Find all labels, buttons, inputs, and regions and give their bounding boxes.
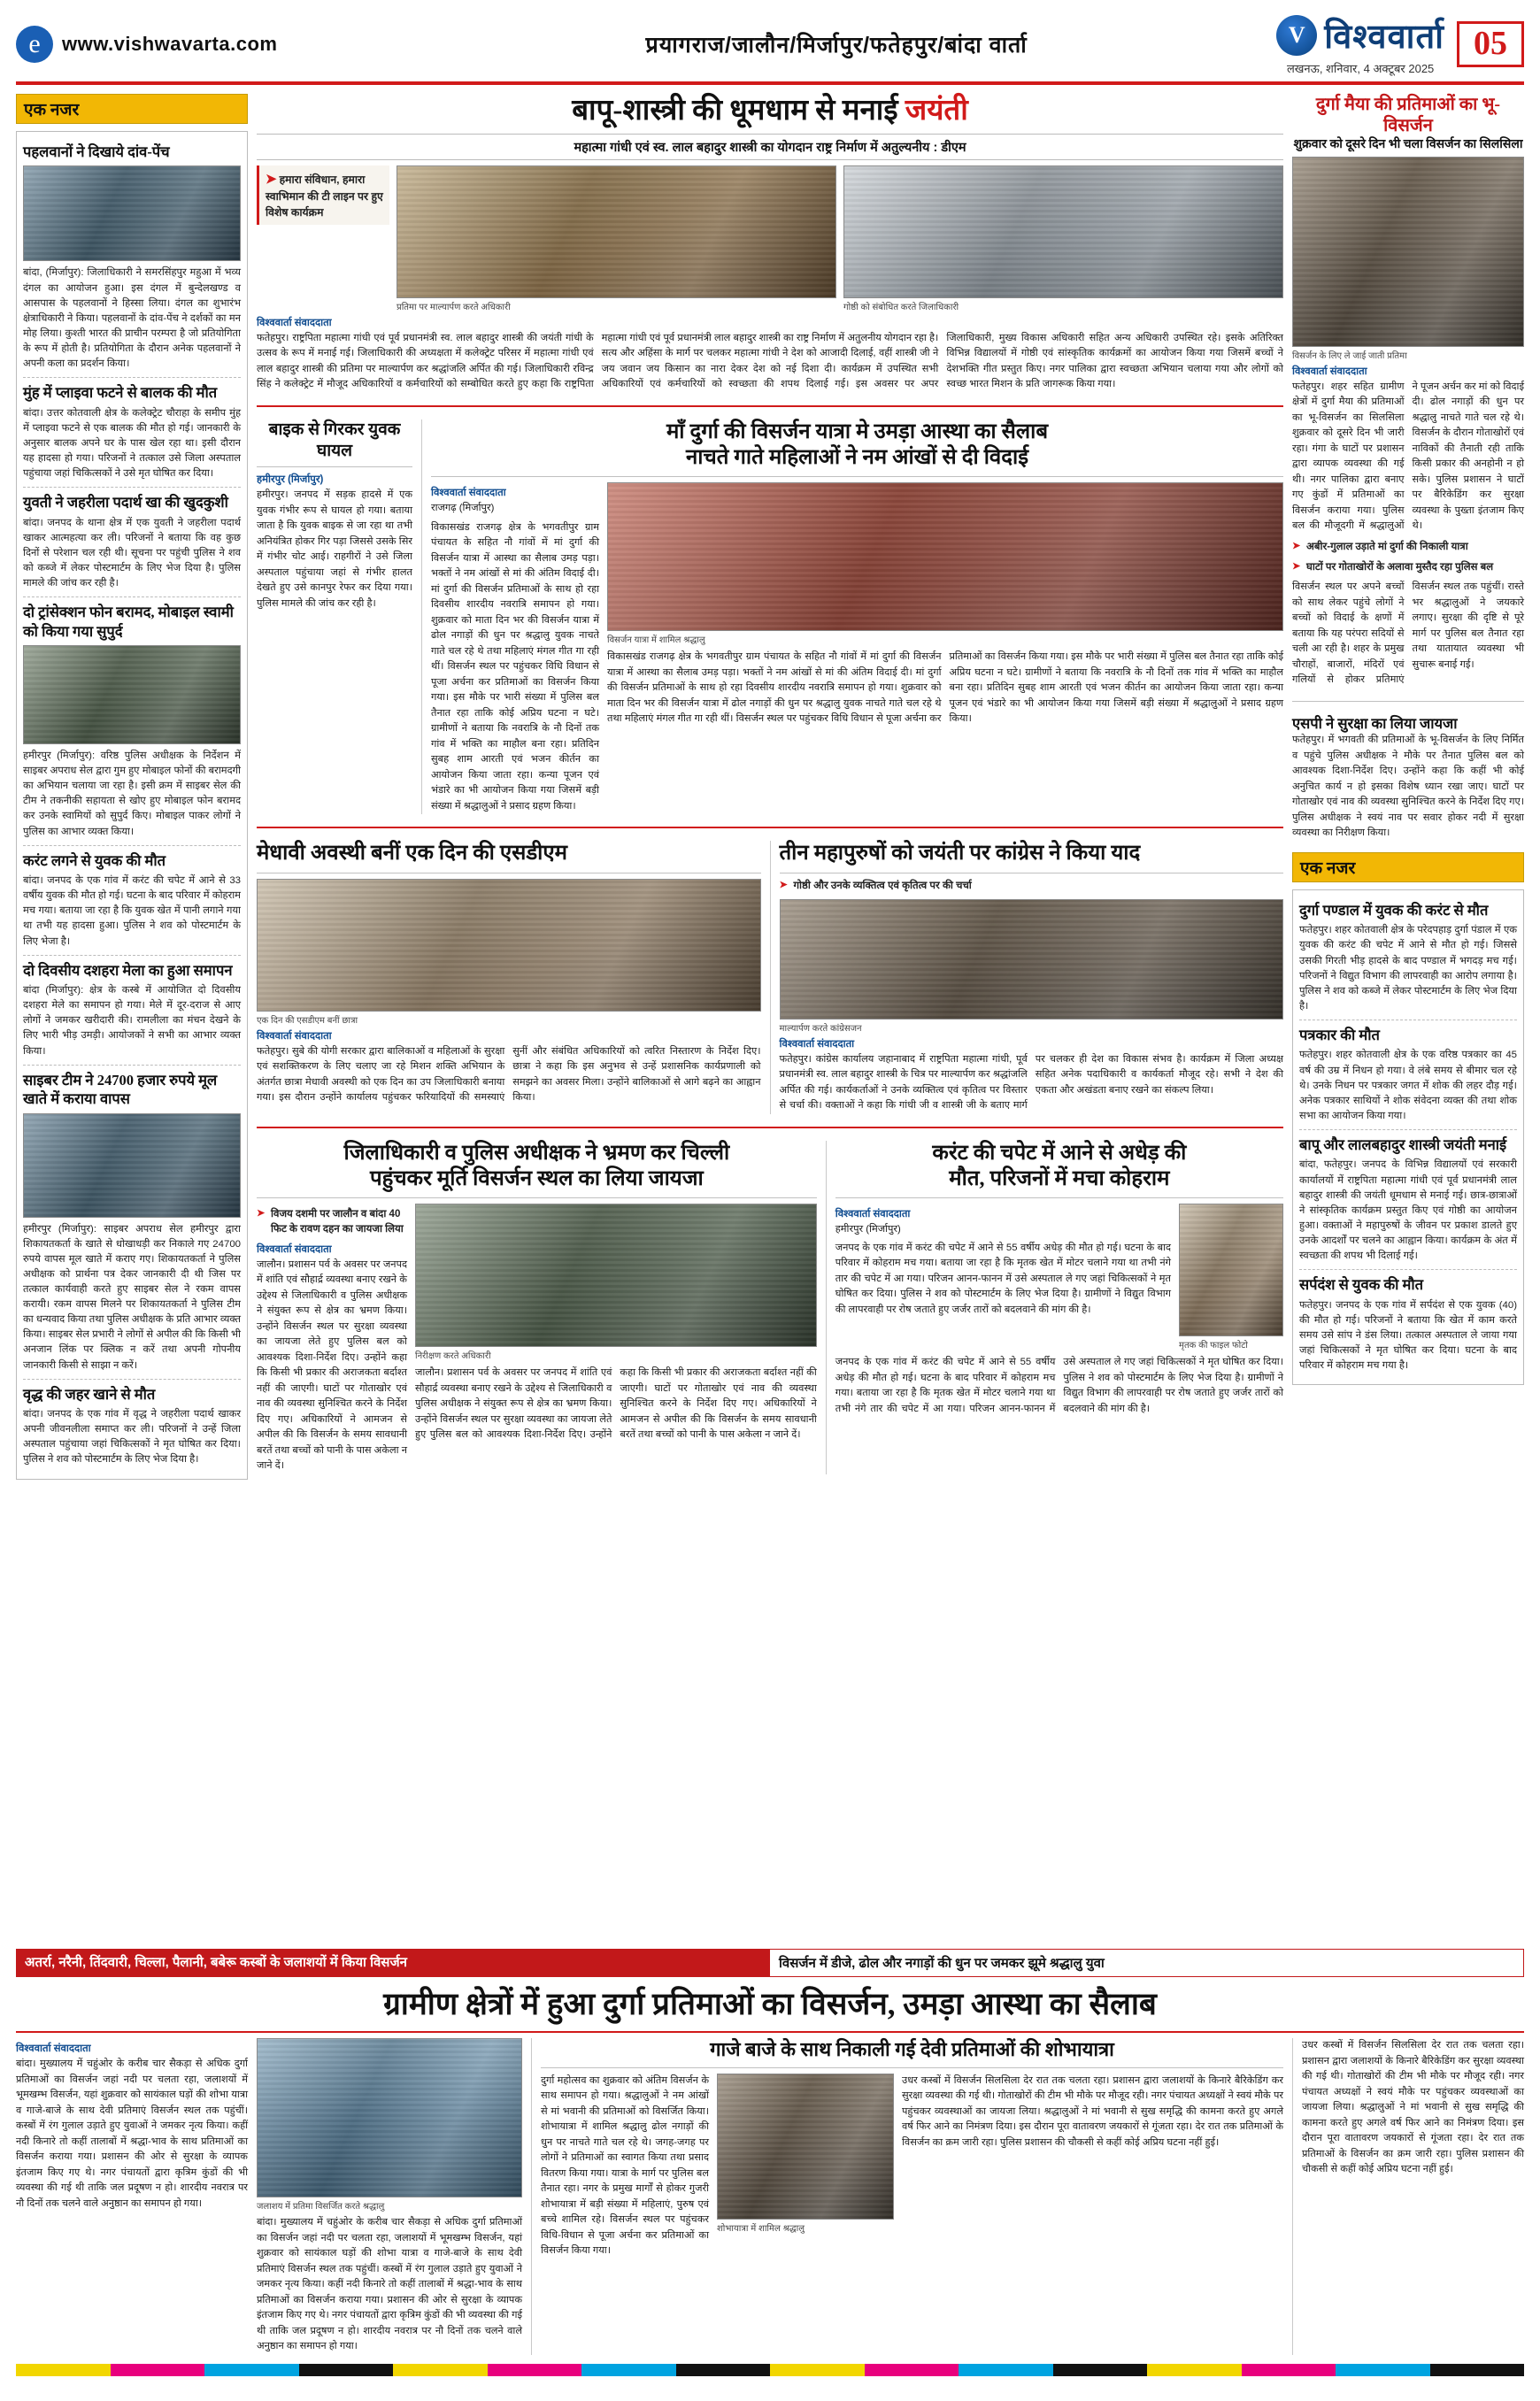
right-top-text2: विसर्जन स्थल पर अपने बच्चों को साथ लेकर पहुंचे लोगों ने बच्चों को विदाई के क्षणों में बताया कि यह परंपरा सदियों से चली आ रही है। शहर के प्रमुख चौराहों, बाजारों, मंदिरों एवं गलियों से होकर प्रतिमाएं विसर्जन स्थल तक पहुंचीं। रास्ते भर श्रद्धालुओं ने जयकारे लगाए। सुरक्षा की दृष्टि से पूरे मार्ग पर पुलिस बल तैनात रहा तथा यातायात व्यवस्था भी सुचारू बनाई गई। [1292,581,1524,686]
news-photo [717,2074,894,2220]
list-item [23,378,241,488]
right-top-headline-2: शुक्रवार को दूसरे दिन भी चला विसर्जन का सिलसिला [1293,137,1523,151]
news-photo [1292,157,1524,347]
bottom-mid [531,2038,1283,2355]
bottom-mid-photo-wrap [717,2074,894,2259]
right-top-headline-1: दुर्गा मैया की प्रतिमाओं का भू-विसर्जन [1315,95,1501,136]
durga-procession-story [421,419,1283,815]
byline: विश्ववार्ता संवाददाता [431,488,506,499]
quote-mark-icon: ➤ [266,171,277,187]
epaper-logo-icon: e [16,26,53,63]
dm-visit-right [415,1204,817,1474]
lead-story [257,94,1283,393]
lead-quote-wrap [257,165,389,225]
photo-caption: मृतक की फाइल फोटो [1179,1341,1248,1351]
durga-text-cont: विकासखंड राजगढ़ क्षेत्र के भगवतीपुर ग्राम पंचायत के सहित नौ गांवों में मां दुर्गा की विसर्जन यात्रा में आस्था का सैलाब उमड़ पड़ा। भक्तों ने नम आंखों से मां की अंतिम विदाई दी। मां दुर्गा की विसर्जन प्रतिमाओं के साथ हो रहा दिवसीय शारदीय नवरात्रि समापन हो गया। शुक्रवार को माता दिन भर की विसर्जन यात्रा में ढोल नगाड़ों की धुन पर श्रद्धालु युवक नाचते गाते चल रहे थे तथा महिलाएं मंगल गीत गा रही थीं। विसर्जन स्थल पर पहुंचकर विधि विधान से पूजा अर्चना कर प्रतिमाओं का विसर्जन किया गया। इस मौके पर भारी संख्या में पुलिस बल तैनात रहा ताकि कोई अप्रिय घटना न घटे। ग्रामीणों ने बताया कि नवरात्रि के नौ दिनों तक गांव में भक्ति का माहौल बना रहा। प्रतिदिन सुबह शाम आरती एवं भजन कीर्तन का आयोजन किया जाता रहा। कन्या पूजन एवं भंडारे का भी आयोजन किया गया जिसमें बड़ी संख्या में श्रद्धालुओं ने प्रसाद ग्रहण किया। [607,651,1283,725]
list-item-text: बांदा, (मिर्जापुर): जिलाधिकारी ने समरसिंहपुर महुआ में भव्य दंगल का आयोजन हुआ। इस दंगल में बुन्देलखण्ड व आसपास के पहलवानों ने हिस्सा लिया। दंगल का शुभारंभ क्षेत्राधिकारी ने किया। पहलवानों के दांव-पेंच ने दर्शकों का मन मोह लिया। कुश्ती भारत की प्राचीन परम्परा है जो प्रतियोगिता के रूप में होती है। प्रतियोगिता के दौरान अनेक पहलवानों ने अपनी कला का प्रदर्शन किया। [23,267,241,370]
durga-headline-1: माँ दुर्गा की विसर्जन यात्रा मे उमड़ा आस्था का सैलाब [666,419,1049,443]
brand-name: विश्ववार्ता [1324,19,1444,56]
news-photo [397,165,836,298]
list-item-text: हमीरपुर (मिर्जापुर): साइबर अपराध सेल हमीरपुर द्वारा शिकायतकर्ता के खाते से धोखाधड़ी कर निकाले गए 24700 रुपये वापस मूल खाते में कराए गए। शिकायतकर्ता ने पुलिस अधीक्षक को प्रार्थना पत्र देकर जानकारी दी थी जिस पर तत्काल कार्यवाही करते हुए साइबर सेल ने रकम वापस करायी। रकम वापस मिलने पर शिकायतकर्ता ने पुलिस टीम का धन्यवाद किया तथा पुलिस अधीक्षक के प्रति आभार व्यक्त किया। साइबर सेल प्रभारी ने लोगों से अपील की कि किसी भी अनजान लिंक पर क्लिक न करें तथा अपनी गोपनीय जानकारी किसी से साझा न करें। [23,1223,241,1371]
list-item [23,1066,241,1380]
durga-text: विकासखंड राजगढ़ क्षेत्र के भगवतीपुर ग्राम पंचायत के सहित नौ गांवों में मां दुर्गा की विसर्जन यात्रा में आस्था का सैलाब उमड़ पड़ा। भक्तों ने नम आंखों से मां की अंतिम विदाई दी। मां दुर्गा की विसर्जन प्रतिमाओं के साथ हो रहा दिवसीय शारदीय नवरात्रि समापन हो गया। शुक्रवार को माता दिन भर की विसर्जन यात्रा में ढोल नगाड़ों की धुन पर श्रद्धालु युवक नाचते गाते चल रहे थे तथा महिलाएं मंगल गीत गा रही थीं। विसर्जन स्थल पर पहुंचकर विधि विधान से पूजा अर्चना कर प्रतिमाओं का विसर्जन किया गया। इस मौके पर भारी संख्या में पुलिस बल तैनात रहा ताकि कोई अप्रिय घटना न घटे। ग्रामीणों ने बताया कि नवरात्रि के नौ दिनों तक गांव में भक्ति का माहौल बना रहा। प्रतिदिन सुबह शाम आरती एवं भजन कीर्तन का आयोजन किया जाता रहा। कन्या पूजन एवं भंडारे का भी आयोजन किया गया जिसमें बड़ी संख्या में श्रद्धालुओं ने प्रसाद ग्रहण किया। [431,521,599,812]
bottom-left [16,2038,248,2355]
bottom-mid-row [541,2074,1283,2259]
brand-block [1276,12,1444,76]
second-row [257,419,1283,815]
dm-visit-bullets [257,1207,407,1237]
dm-visit-story [257,1141,817,1474]
right-ek-nazar-heading: एक नजर [1292,852,1524,882]
list-item-text: बांदा (मिर्जापुर): क्षेत्र के कस्बे में आयोजित दो दिवसीय दशहरा मेले का समापन हो गया। मेले में दूर-दराज से आए लोगों ने जमकर खरीदारी की। रामलीला का मंचन देखने के लिए भारी भीड़ उमड़ी। आयोजकों ने सभी का आभार व्यक्त किया। [23,985,241,1057]
news-photo [23,645,241,744]
right-ek-nazar-list [1292,889,1524,1385]
list-item-title: साइबर टीम ने 24700 हजार रुपये मूल खाते में कराया वापस [23,1071,218,1108]
lead-quote-text: हमारा संविधान, हमारा स्वाभिमान की टी लाइन पर हुए विशेष कार्यक्रम [266,173,383,219]
bottom-headline: ग्रामीण क्षेत्रों में हुआ दुर्गा प्रतिमाओं का विसर्जन, उमड़ा आस्था का सैलाब [383,1987,1157,2021]
congress-story [770,841,1284,1113]
lead-headline-main: बापू-शास्त्री की धूमधाम से मनाई [572,95,905,127]
list-item [23,597,241,846]
masthead-center [397,29,1276,59]
current-row [835,1204,1283,1351]
list-item [1299,896,1517,1020]
list-item [1299,1020,1517,1130]
byline: विश्ववार्ता संवाददाता [257,1030,332,1042]
photo-caption: विसर्जन के लिए ले जाई जाती प्रतिमा [1292,350,1407,361]
congress-headline: तीन महापुरुषों को जयंती पर कांग्रेस ने किया याद [779,842,1141,866]
list-item-title: दो दिवसीय दशहरा मेला का हुआ समापन [23,961,233,979]
lead-photo-1-wrap [397,165,836,312]
list-item-title: मुंह में प्लाइवा फटने से बालक की मौत [23,384,218,402]
list-item [23,488,241,597]
lead-quote [257,165,389,225]
photo-caption: प्रतिमा पर माल्यार्पण करते अधिकारी [397,302,511,312]
masthead [16,12,1524,85]
right-top-bullets [1292,540,1524,575]
center-columns [257,94,1283,1943]
list-item-text: फतेहपुर। शहर कोतवाली क्षेत्र के एक वरिष्ठ पत्रकार का 45 वर्ष की उम्र में निधन हो गया। वे लंबे समय से बीमार चल रहे थे। उनके निधन पर पत्रकार जगत में शोक की लहर दौड़ गई। अनेक पत्रकार साथियों ने शोक संवेदना व्यक्त की तथा शोक सभा का आयोजन किया गया। [1299,1050,1517,1121]
bottom-row [16,2038,1524,2355]
list-item-text: फतेहपुर। शहर कोतवाली क्षेत्र के परेदपहाड़ दुर्गा पंडाल में एक युवक की करंट की चपेट में आने से मौत हो गई। जिससे उसकी गिरती भीड़ हादसे के बाद पण्डाल में भगदड़ मच गई। परिजनों ने विद्युत विभाग की लापरवाही का आरोप लगाया है। पुलिस ने शव को कब्जे में लेकर पोस्टमार्टम के लिए भेज दिया है। [1299,925,1517,1012]
masthead-left [16,26,397,63]
bottom-right [1292,2038,1524,2355]
bottom-mid-left [541,2074,709,2259]
masthead-right [1276,12,1524,76]
current-left [835,1204,1171,1351]
brand-dateline: लखनऊ, शनिवार, 4 अक्टूबर 2025 [1286,62,1435,75]
lead-body [257,331,1283,393]
center-column [257,94,1283,1943]
durga-headline-2: नाचते गाते महिलाओं ने नम आंखों से दी विदाई [685,446,1029,470]
sp-story-text: फतेहपुर। में भगवती की प्रतिमाओं के भू-विसर्जन के लिए निर्मित व पहुंचे पुलिस अधीक्षक ने मौके पर तैनात पुलिस बल को आवश्यक दिशा-निर्देश दिए। उन्होंने कहा कि कहीं भी कोई अनुचित कार्य न हो इसका विशेष ध्यान रखा जाए। घाटों पर गोताखोर एवं नाव की व्यवस्था सुनिश्चित करने के निर्देश दिए गए। पुलिस अधीक्षक ने स्वयं नाव पर सवार होकर नदी में सुरक्षा व्यवस्था का निरीक्षण किया। [1292,735,1524,839]
list-item-title: युवती ने जहरीला पदार्थ खा की खुदकुशी [23,494,228,512]
bottom-left-text-cont: बांदा। मुख्यालय में चहुंओर के करीब चार सैकड़ा से अधिक दुर्गा प्रतिमाओं का विसर्जन जहां नदी पर चलता रहा, जलाशयों में भूमखम्भ विसर्जन, यहां शुक्रवार को सायंकाल घड़ों की शोभा यात्रा व गाजे-बाजे के साथ देवी प्रतिमाएं विसर्जन स्थल तक पहुंचीं। कस्बों में रंग गुलाल उड़ाते हुए युवाओं ने जमकर नृत्य किया। कहीं नदी किनारे तो कहीं तालाबों में श्रद्धा-भाव के साथ प्रतिमाओं का विसर्जन कराया गया। प्रशासन की ओर से सुरक्षा के व्यापक इंतजाम किए गए थे। नगर पंचायतों द्वारा कृत्रिम कुंडों की भी व्यवस्था की गई थी ताकि जल प्रदूषण न हो। शारदीय नवरात्र पर नौ दिनों तक चलने वाले अनुष्ठान का समापन हो गया। [257,2217,522,2351]
list-item-title: पहलवानों ने दिखाये दांव-पेंच [23,143,170,160]
strip-red-text: अतर्रा, नरैनी, तिंदवारी, चिल्ला, पैलानी, बबेरू कस्बों के जलाशयों में किया विसर्जन [16,1949,769,1977]
bottom-section [16,1949,1524,2355]
news-photo [415,1204,817,1347]
divider [431,476,1283,477]
byline: विश्ववार्ता संवाददाता [779,1038,855,1050]
bike-story-headline: बाइक से गिरकर युवक घायल [268,419,401,460]
list-item-title: दुर्गा पण्डाल में युवक की करंट से मौत [1299,901,1489,919]
congress-text: फतेहपुर। कांग्रेस कार्यालय जहानाबाद में राष्ट्रपिता महात्मा गांधी, पूर्व प्रधानमंत्री स्व. लाल बहादुर शास्त्री के चित्र पर माल्यार्पण कर श्रद्धांजलि अर्पित की गई। कार्यकर्ताओं ने उनके व्यक्तित्व एवं कृतित्व पर विस्तार से चर्चा की। वक्ताओं ने कहा कि गांधी जी व शास्त्री जी के बताए मार्ग पर चलकर ही देश का विकास संभव है। कार्यक्रम में जिला अध्यक्ष सहित अनेक पदाधिकारी व कार्यकर्ता मौजूद रहे। सभी ने देश की एकता और अखंडता बनाए रखने का संकल्प लिया। [779,1053,1283,1112]
news-photo [23,165,241,261]
bottom-mid-headline: गाजे बाजे के साथ निकाली गई देवी प्रतिमाओं की शोभायात्रा [710,2038,1114,2060]
list-item [23,137,241,378]
right-bullet: ➤ घाटों पर गोताखोरों के अलावा मुस्तैद रहा पुलिस बल [1292,560,1524,575]
current-text-cont: जनपद के एक गांव में करंट की चपेट में आने से 55 वर्षीय अधेड़ की मौत हो गई। घटना के बाद परिवार में कोहराम मच गया। बताया जा रहा है कि मृतक खेत में मोटर चलाने गया था तभी नंगे तार की चपेट में आ गया। परिजन आनन-फानन में उसे अस्पताल ले गए जहां चिकित्सकों ने मृत घोषित कर दिया। पुलिस ने शव को पोस्टमार्टम के लिए भेज दिया है। ग्रामीणों ने विद्युत विभाग की लापरवाही पर रोष जताते हुए जर्जर तारों को बदलवाने की मांग की है। [835,1357,1283,1414]
divider [541,2067,1283,2068]
photo-caption: जलाशय में प्रतिमा विसर्जित करते श्रद्धालु [257,2202,385,2212]
divider [16,2031,1524,2033]
list-item [1299,1270,1517,1379]
list-item-title: वृद्ध की जहर खाने से मौत [23,1385,156,1403]
brand-globe-icon: V [1276,15,1317,56]
list-item-title: पत्रकार की मौत [1299,1026,1380,1043]
right-top-story [1292,94,1524,689]
byline: विश्ववार्ता संवाददाता [16,2043,91,2054]
website-url[interactable]: www.vishwavarta.com [62,33,278,55]
list-item-text: बांदा। जनपद के एक गांव में करंट की चपेट में आने से 33 वर्षीय युवक की मौत हो गई। घटना के बाद परिवार में कोहराम मच गया। बताया जा रहा है कि युवक खेत में पानी लगाने गया था तभी यह हादसा हुआ। पुलिस ने शव को पोस्टमार्टम के लिए भेजा है। [23,875,241,947]
lead-body-p1: फतेहपुर। राष्ट्रपिता महात्मा गांधी एवं पूर्व प्रधानमंत्री स्व. लाल बहादुर शास्त्री की जयंती गांधी के उत्सव के रूप में मनाई गई। जिलाधिकारी की अध्यक्षता में कलेक्ट्रेट परिसर में महात्मा गांधी एवं लाल बहादुर शास्त्री की प्रतिमा पर माल्यार्पण कर श्रद्धांजलि अर्पित की गई। जिलाधिकारी रविन्द्र सिंह ने कलेक्ट्रेट में मौजूद अधिकारियों व कर्मचारियों को सम्बोधित करते हुए कहा कि राष्ट्रपिता महात्मा गांधी एवं पूर्व प्रधानमंत्री लाल बहादुर शास्त्री का राष्ट्र निर्माण में अतुलनीय योगदान रहा है। [257,332,939,390]
bottom-left-text: बांदा। मुख्यालय में चहुंओर के करीब चार सैकड़ा से अधिक दुर्गा प्रतिमाओं का विसर्जन जहां नदी पर चलता रहा, जलाशयों में भूमखम्भ विसर्जन, यहां शुक्रवार को सायंकाल घड़ों की शोभा यात्रा व गाजे-बाजे के साथ देवी प्रतिमाएं विसर्जन स्थल तक पहुंचीं। कस्बों में रंग गुलाल उड़ाते हुए युवाओं ने जमकर नृत्य किया। कहीं नदी किनारे तो कहीं तालाबों में श्रद्धा-भाव के साथ प्रतिमाओं का विसर्जन कराया गया। प्रशासन की ओर से सुरक्षा के व्यापक इंतजाम किए गए थे। नगर पंचायतों द्वारा कृत्रिम कुंडों की भी व्यवस्था की गई थी ताकि जल प्रदूषण न हो। शारदीय नवरात्र पर नौ दिनों तक चलने वाले अनुष्ठान का समापन हो गया। [16,2059,248,2209]
durga-place: राजगढ़ (मिर्जापुर) [431,503,495,514]
list-item-text: बांदा। जनपद के थाना क्षेत्र में एक युवती ने जहरीला पदार्थ खाकर आत्महत्या कर ली। परिजनों ने बताया कि वह कुछ दिनों से परेशान चल रही थी। सूचना पर पहुंची पुलिस ने शव को कब्जे में लेकर पोस्टमार्टम के लिए भेज दिया है। पुलिस मामले की जांच कर रही है। [23,517,241,589]
byline: विश्ववार्ता संवाददाता [835,1209,911,1220]
news-photo [843,165,1283,298]
list-item-text: बांदा। जनपद के एक गांव में वृद्ध ने जहरीला पदार्थ खाकर अपनी जीवनलीला समाप्त कर ली। परिजनों ने उन्हें जिला अस्पताल पहुंचाया जहां चिकित्सकों ने मृत घोषित कर दिया। पुलिस ने शव को पोस्टमार्टम के लिए भेज दिया है। [23,1409,241,1466]
current-place: हमीरपुर (मिर्जापुर) [835,1224,901,1235]
page-number: 05 [1457,21,1524,67]
sp-inspection-story [1292,714,1524,842]
bottom-photo-left-wrap [257,2038,522,2355]
list-item [23,956,241,1066]
divider [257,827,1283,828]
lead-photo-2-wrap [843,165,1283,312]
bottom-right-text-dup: उधर कस्बों में विसर्जन सिलसिला देर रात तक चलता रहा। प्रशासन द्वारा जलाशयों के किनारे बैरिकेडिंग कर सुरक्षा व्यवस्था की गई थी। गोताखोरों की टीम भी मौके पर मौजूद रही। नगर पंचायत अध्यक्षों ने स्वयं मौके पर पहुंचकर व्यवस्थाओं का जायजा लिया। श्रद्धालुओं ने मां भवानी से सुख समृद्धि की कामना करते हुए अगले वर्ष फिर आने का निमंत्रण दिया। इस दौरान पूरा वातावरण जयकारों से गूंजता रहा। देर रात तक प्रतिमाओं के विसर्जन का क्रम जारी रहा। पुलिस प्रशासन की चौकसी से कहीं कोई अप्रिय घटना नहीं हुई। [1302,2040,1524,2174]
brand-top [1276,12,1444,58]
lead-body-p3: इसके अतिरिक्त विभिन्न विद्यालयों में गोष्ठी एवं सांस्कृतिक कार्यक्रमों का आयोजन किया गया जिसमें बच्चों ने देशभक्ति गीत प्रस्तुत किए। नगर पालिका द्वारा स्वच्छता अभियान चलाया गया और लोगों को स्वच्छ भारत मिशन के प्रति जागरूक किया गया। [946,332,1283,390]
bike-story-place: हमीरपुर (मिर्जापुर) [257,474,324,486]
current-headline-1: करंट की चपेट में आने से अधेड़ की [932,1141,1187,1165]
dm-visit-left [257,1204,407,1474]
list-item-title: बापू और लालबहादुर शास्त्री जयंती मनाई [1299,1135,1507,1153]
left-ek-nazar-heading: एक नजर [16,94,248,124]
left-ek-nazar-list [16,131,248,1480]
durga-left [431,482,599,814]
photo-caption: माल्यार्पण करते कांग्रेसजन [779,1023,862,1034]
dm-visit-headline-1: जिलाधिकारी व पुलिस अधीक्षक ने भ्रमण कर चिल्ली [343,1141,730,1165]
strip-white-text: विसर्जन में डीजे, ढोल और नगाड़ों की धुन पर जमकर झूमे श्रद्धालु युवा [769,1949,1524,1977]
congress-bullets [780,879,1284,894]
photo-caption: गोष्ठी को संबोधित करते जिलाधिकारी [843,302,959,312]
left-column [16,94,248,1943]
list-item-title: करंट लगने से युवक की मौत [23,851,166,869]
news-photo [257,879,761,1012]
photo-caption: शोभायात्रा में शामिल श्रद्धालु [717,2223,805,2234]
news-photo [780,899,1284,1020]
dm-visit-text-cont: जालौन। प्रशासन पर्व के अवसर पर जनपद में शांति एवं सौहार्द्र व्यवस्था बनाए रखने के उद्देश्य से जिलाधिकारी व पुलिस अधीक्षक ने संयुक्त रूप से क्षेत्र का भ्रमण किया। उन्होंने विसर्जन स्थल पर सुरक्षा व्यवस्था का जायजा लेते हुए पुलिस बल को आवश्यक दिशा-निर्देश दिए। उन्होंने कहा कि किसी भी प्रकार की अराजकता बर्दाश्त नहीं की जाएगी। घाटों पर गोताखोर एवं नाव की व्यवस्था सुनिश्चित करने के निर्देश दिए गए। अधिकारियों ने आमजन से अपील की कि विसर्जन के समय सावधानी बरतें तथा बच्चों को पानी के पास अकेला न जाने दें। [415,1367,817,1441]
dm-visit-text: जालौन। प्रशासन पर्व के अवसर पर जनपद में शांति एवं सौहार्द्र व्यवस्था बनाए रखने के उद्देश्य से जिलाधिकारी व पुलिस अधीक्षक ने संयुक्त रूप से क्षेत्र का भ्रमण किया। उन्होंने विसर्जन स्थल पर सुरक्षा व्यवस्था का जायजा लेते हुए पुलिस बल को आवश्यक दिशा-निर्देश दिए। उन्होंने कहा कि किसी भी प्रकार की अराजकता बर्दाश्त नहीं की जाएगी। घाटों पर गोताखोर एवं नाव की व्यवस्था सुनिश्चित करने के निर्देश दिए गए। अधिकारियों ने आमजन से अपील की कि विसर्जन के समय सावधानी बरतें तथा बच्चों को पानी के पास अकेला न जाने दें। [257,1258,407,1472]
current-death-story [826,1141,1283,1474]
news-photo [1179,1204,1283,1336]
photo-caption: निरीक्षण करते अधिकारी [415,1351,491,1362]
lead-subhead: महात्मा गांधी एवं स्व. लाल बहादुर शास्त्री का योगदान राष्ट्र निर्माण में अतुल्यनीय : डीएम [257,134,1283,160]
current-text: जनपद के एक गांव में करंट की चपेट में आने से 55 वर्षीय अधेड़ की मौत हो गई। घटना के बाद परिवार में कोहराम मच गया। बताया जा रहा है कि मृतक खेत में मोटर चलाने गया था तभी नंगे तार की चपेट में आ गया। परिजन आनन-फानन में उसे अस्पताल ले गए जहां चिकित्सकों ने मृत घोषित कर दिया। पुलिस ने शव को पोस्टमार्टम के लिए भेज दिया है। ग्रामीणों ने विद्युत विभाग की लापरवाही पर रोष जताते हुए जर्जर तारों को बदलवाने की मांग की है। [835,1242,1171,1315]
divider [1292,701,1524,702]
divider [257,405,1283,407]
news-photo [257,2038,522,2197]
photo-caption: विसर्जन यात्रा में शामिल श्रद्धालु [607,635,705,646]
congress-bullet: ➤ गोष्ठी और उनके व्यक्तित्व एवं कृतित्व पर की चर्चा [780,879,1284,894]
third-row [257,841,1283,1113]
list-item [1299,1130,1517,1270]
news-photo [23,1113,241,1218]
divider [257,1127,1283,1128]
divider [257,466,412,467]
list-item-text: बांदा, फतेहपुर। जनपद के विभिन्न विद्यालयों एवं सरकारी कार्यालयों में राष्ट्रपिता महात्मा गांधी एवं पूर्व प्रधानमंत्री लाल बहादुर शास्त्री की जयंती धूमधाम से मनाई गई। छात्र-छात्राओं ने सांस्कृतिक कार्यक्रम प्रस्तुत किए एवं गोष्ठी का आयोजन हुआ। वक्ताओं ने महापुरुषों के जीवन पर प्रकाश डालते हुए उनके आदर्शों पर चलने का आह्वान किया। कार्यक्रम के अंत में स्वच्छता की शपथ भी दिलाई गई। [1299,1159,1517,1262]
sdm-headline: मेधावी अवस्थी बनीं एक दिन की एसडीएम [257,842,568,866]
lead-media-row [257,165,1283,312]
bottom-right-text: उधर कस्बों में विसर्जन सिलसिला देर रात तक चलता रहा। प्रशासन द्वारा जलाशयों के किनारे बैरिकेडिंग कर सुरक्षा व्यवस्था की गई थी। गोताखोरों की टीम भी मौके पर मौजूद रही। नगर पंचायत अध्यक्षों ने स्वयं मौके पर पहुंचकर व्यवस्थाओं का जायजा लिया। श्रद्धालुओं ने मां भवानी से सुख समृद्धि की कामना करते हुए अगले वर्ष फिर आने का निमंत्रण दिया। इस दौरान पूरा वातावरण जयकारों से गूंजता रहा। देर रात तक प्रतिमाओं के विसर्जन का क्रम जारी रहा। पुलिस प्रशासन की चौकसी से कहीं कोई अप्रिय घटना नहीं हुई। [902,2074,1283,2148]
bottom-mid-text: दुर्गा महोत्सव का शुक्रवार को अंतिम विसर्जन के साथ समापन हो गया। श्रद्धालुओं ने नम आंखों से मां भवानी की प्रतिमाओं को विसर्जित किया। शोभायात्रा में शामिल श्रद्धालु ढोल नगाड़ों की धुन पर नाचते गाते चल रहे थे। जगह-जगह पर लोगों ने प्रतिमाओं का स्वागत किया तथा प्रसाद वितरण किया गया। यात्रा के मार्ग पर पुलिस बल तैनात रहा। नगर के प्रमुख मार्गों से होकर गुजरी शोभायात्रा में बड़ी संख्या में महिलाएं, पुरुष एवं बच्चे शामिल रहे। विसर्जन स्थल पर पहुंचकर विधि-विधान से पूजा अर्चना कर प्रतिमाओं का विसर्जन किया गया। [541,2074,709,2257]
list-item-text: बांदा। उत्तर कोतवाली क्षेत्र के कलेक्ट्रेट चौराहा के समीप मुंह में प्लाइवा फटने से एक बालक की मौत हो गई। जानकारी के अनुसार बालक अपने घर के पास खेल रहा था। इसी दौरान यह हादसा हो गया। परिजनों ने तत्काल उसे जिला अस्पताल पहुंचाया जहां चिकित्सकों ने उसे मृत घोषित कर दिया। [23,407,241,480]
byline: विश्ववार्ता संवाददाता [257,1243,332,1255]
bike-story [257,419,412,815]
sdm-text: फतेहपुर। सुबे की योगी सरकार द्वारा बालिकाओं व महिलाओं के सुरक्षा एवं सशक्तिकरण के लिए चलाए जा रहे मिशन शक्ति अभियान के अंतर्गत छात्रा मेधावी अवस्थी को एक दिन का उप जिलाधिकारी बनाया गया। इस दौरान उन्होंने कार्यालय पहुंचकर फरियादियों की समस्याएं सुनीं और संबंधित अधिकारियों को त्वरित निस्तारण के निर्देश दिए। छात्रा ने कहा कि इस अनुभव से उन्हें प्रशासनिक कार्यप्रणाली को समझने का अवसर मिला। उन्होंने बालिकाओं से आगे बढ़ने का आह्वान किया। [257,1045,761,1104]
photo-caption: एक दिन की एसडीएम बनीं छात्रा [257,1015,358,1026]
dm-visit-bullet: ➤ विजय दशमी पर जालौन व बांदा 40 फिट के रावण दहन का जायजा लिया [257,1207,407,1237]
bike-story-text: हमीरपुर। जनपद में सड़क हादसे में एक युवक गंभीर रूप से घायल हो गया। बताया जाता है कि युवक बाइक से जा रहा था तभी अनियंत्रित होकर गिर पड़ा जिससे उसके सिर में गंभीर चोट आई। राहगीरों ने उसे जिला अस्पताल पहुंचाया जहां से गंभीर हालत देखते हुए उसे कानपुर रेफर कर दिया गया। पुलिस मामले की जांच कर रही है। [257,489,412,609]
divider [835,1197,1283,1198]
durga-content-row [431,482,1283,814]
registration-color-bar [16,2364,1524,2376]
bottom-strip-bar [16,1949,1524,1977]
news-photo [607,482,1283,631]
divider [257,1197,817,1198]
byline: विश्ववार्ता संवाददाता [257,317,332,328]
list-item-text: हमीरपुर (मिर्जापुर): वरिष्ठ पुलिस अधीक्षक के निर्देशन में साइबर अपराध सेल द्वारा गुम हुए मोबाइल फोनों की बरामदगी का अभियान चलाया जा रहा है। इसी क्रम में साइबर सेल की टीम ने तकनीकी सहायता से खोए हुए मोबाइल फोन बरामद कर उनके स्वामियों को सुपुर्द किए। मोबाइल पाकर लोगों ने पुलिस का आभार व्यक्त किया। [23,750,241,837]
edition-line: प्रयागराज/जालौन/मिर्जापुर/फतेहपुर/बांदा वार्ता [645,33,1028,58]
lead-body-p2: सत्य और अहिंसा के मार्ग पर चलकर महात्मा गांधी ने देश को आजादी दिलाई, वहीं शास्त्री जी ने जय जवान जय किसान का नारा देकर देश को नई दिशा दी। कार्यक्रम में उपस्थित सभी अधिकारियों एवं कर्मचारियों को स्वच्छता की शपथ दिलाई गई। इस अवसर पर अपर जिलाधिकारी, मुख्य विकास अधिकारी सहित अन्य अधिकारी उपस्थित रहे। [601,332,1221,390]
byline: विश्ववार्ता संवाददाता [1292,366,1367,377]
list-item-text: फतेहपुर। जनपद के एक गांव में सर्पदंश से एक युवक (40) की मौत हो गई। परिजनों ने बताया कि खेत में काम करते समय उसे सांप ने डंस लिया। तत्काल अस्पताल ले जाया गया जहां चिकित्सकों ने मृत घोषित कर दिया। घटना के बाद परिवार में कोहराम मच गया है। [1299,1299,1517,1372]
fourth-row [257,1141,1283,1474]
bottom-mid-right [902,2074,1283,2259]
right-column [1292,94,1524,1943]
right-top-text: फतेहपुर। शहर सहित ग्रामीण क्षेत्रों में दुर्गा मैया की प्रतिमाओं का भू-विसर्जन का सिलसिला शुक्रवार को दूसरे दिन भी जारी रहा। गंगा के घाटों पर प्रशासन द्वारा व्यापक व्यवस्था की गई थी। नगर पालिका द्वारा बनाए गए कुंडों में प्रतिमाओं का विसर्जन कराया गया। पुलिस बल की मौजूदगी में श्रद्धालुओं ने पूजन अर्चन कर मां को विदाई दी। ढोल नगाड़ों की धुन पर श्रद्धालु नाचते गाते चल रहे थे। विसर्जन के दौरान गोताखोरों एवं नाविकों की तैनाती रही ताकि किसी प्रकार की अनहोनी न हो सके। पुलिस प्रशासन ने घाटों पर बैरिकेडिंग कर सुरक्षा व्यवस्था के पुख्ता इंतजाम किए थे। [1292,381,1525,532]
dm-visit-row [257,1204,817,1474]
right-bullet: ➤ अबीर-गुलाल उड़ाते मां दुर्गा की निकाली यात्रा [1292,540,1524,555]
body-grid [16,94,1524,1943]
list-item [23,1380,241,1474]
current-right [1179,1204,1283,1351]
durga-right [607,482,1283,814]
dm-visit-headline-2: पहुंचकर मूर्ति विसर्जन स्थल का लिया जायजा [370,1166,704,1190]
lead-headline-accent: जयंती [905,95,968,127]
current-headline-2: मौत, परिजनों में मचा कोहराम [949,1166,1170,1190]
sp-story-headline: एसपी ने सुरक्षा का लिया जायजा [1292,714,1458,732]
sdm-story [257,841,761,1113]
list-item-title: सर्पदंश से युवक की मौत [1299,1276,1424,1294]
list-item [23,846,241,956]
list-item-title: दो ट्रांसेक्शन फोन बरामद, मोबाइल स्वामी को किया गया सुपुर्द [23,604,234,640]
lead-headline [257,94,1283,128]
